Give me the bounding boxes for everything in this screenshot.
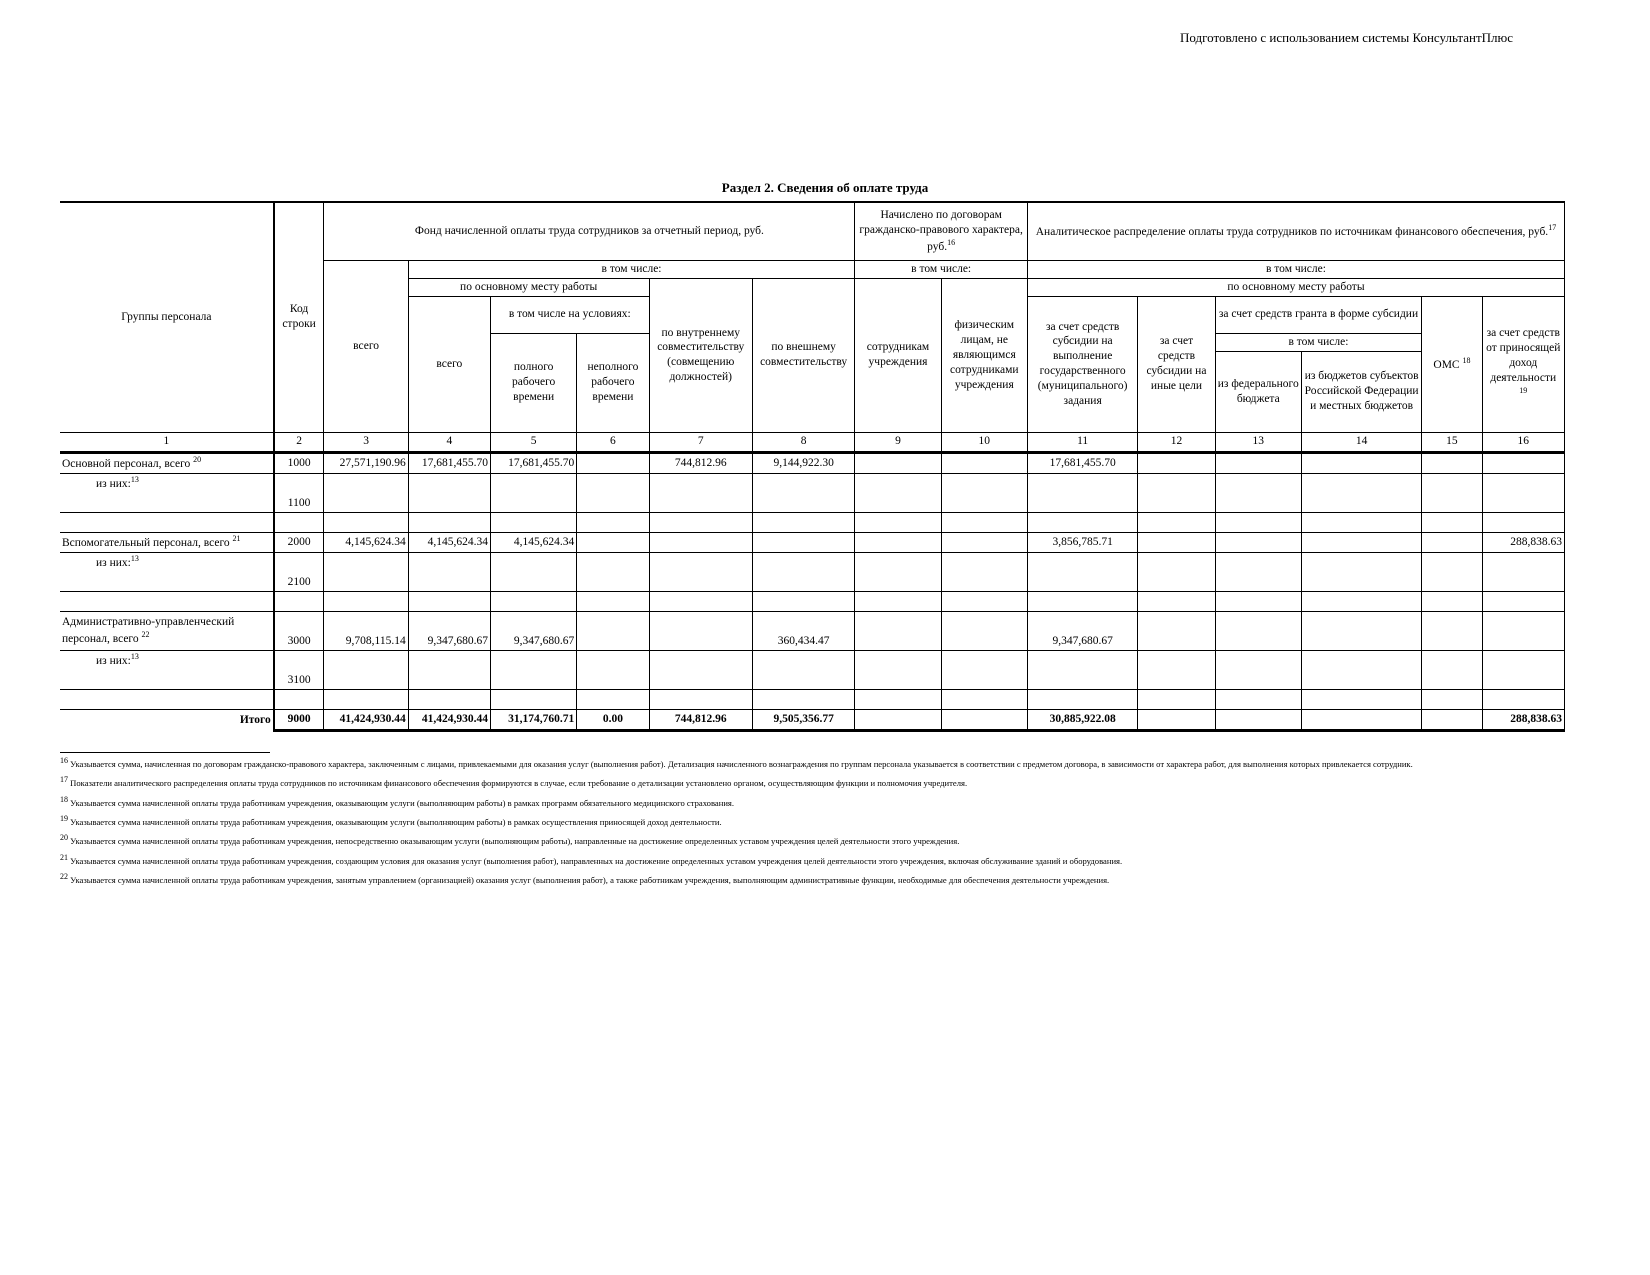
head-incl-cond: в том числе на условиях: [491, 296, 650, 333]
head-external: по внешнему совместительству [752, 278, 854, 432]
table-row [60, 591, 1565, 611]
table-row: из них:$^{13}$ 2100 [60, 552, 1565, 591]
footnote: $^{22}$ Указывается сумма начисленной оплаты труда работникам учреждения, занятым управлением (организацией) оказания услуг (выполнения работ), а также работникам учреждения, выполняющим административные функции, необходимые для обеспечения деятельности учреждения. [60, 871, 1110, 885]
head-total2: всего [408, 296, 490, 432]
head-employees: сотрудникам учреждения [855, 278, 941, 432]
colnums-row: 1 2 3 4 5 6 7 8 9 10 11 12 13 14 15 16 [60, 432, 1565, 452]
head-regional: из бюджетов субъектов Российской Федерации и местных бюджетов [1301, 351, 1421, 432]
head-individuals: физическим лицам, не являющимся сотрудниками учреждения [941, 278, 1027, 432]
head-income: за счет средств от приносящей доход деятельности $^{19}$ [1482, 296, 1564, 432]
head-main-place2: по основному месту работы [1027, 278, 1564, 296]
table-row: Вспомогательный персонал, всего $^{21}$ 2000 4,145,624.34 4,145,624.34 4,145,624.34 3,856,785.71 288,838.63 [60, 532, 1565, 552]
table-row [60, 689, 1565, 709]
head-subsidy-task: за счет средств субсидии на выполнение государственного (муниципального) задания [1027, 296, 1137, 432]
head-oms: ОМС $^{18}$ [1422, 296, 1482, 432]
head-incl: в том числе: [408, 261, 855, 279]
head-civil: Начислено по договорам гражданско-правового характера, руб.$^{16}$ [855, 202, 1028, 261]
head-analytic: Аналитическое распределение оплаты труда сотрудников по источникам финансового обеспечения, руб.$^{17}$ [1027, 202, 1564, 261]
footnote: $^{17}$ Показатели аналитического распределения оплаты труда сотрудников по источникам финансового обеспечения формируются в случае, если требование о детализации установлено органом, осуществляющим функции и полномочия учредителя. [60, 775, 968, 789]
footnote-divider [60, 752, 270, 753]
table-row: из них:$^{13}$ 3100 [60, 650, 1565, 689]
head-code: Код строки [274, 202, 324, 432]
head-full-time: полного рабочего времени [491, 333, 577, 432]
table-row [60, 512, 1565, 532]
head-part-time: неполного рабочего времени [577, 333, 649, 432]
wage-table [60, 201, 1565, 732]
head-main-place: по основному месту работы [408, 278, 649, 296]
footnote: $^{18}$ Указывается сумма начисленной оплаты труда работникам учреждения, оказывающим услуги (выполняющим работы) в рамках программ обязательного медицинского страхования. [60, 794, 735, 808]
head-fund: Фонд начисленной оплаты труда сотрудников за отчетный период, руб. [324, 202, 855, 261]
head-incl4: в том числе: [1215, 333, 1422, 351]
section-title: Раздел 2. Сведения об оплате труда [721, 180, 929, 195]
footnote: $^{21}$ Указывается сумма начисленной оплаты труда работникам учреждения, создающим условия для оказания услуг (выполнения работ), направленных на достижение определенных уставом учреждения целей деятельности этого учреждения, включая обслуживание зданий и оборудования. [60, 852, 1123, 866]
table-row: Административно-управленческий персонал, всего $^{22}$ 3000 9,708,115.14 9,347,680.67 9,347,680.67 360,434.47 9,347,680.67 [60, 611, 1565, 650]
head-incl3: в том числе: [1027, 261, 1564, 279]
table-row: из них:$^{13}$ 1100 [60, 473, 1565, 512]
footnote: $^{20}$ Указывается сумма начисленной оплаты труда работникам учреждения, непосредственно оказывающим услуги (выполняющим работы), направленные на достижение определенных уставом учреждения целей деятельности этого учреждения. [60, 833, 960, 847]
footnotes [60, 752, 1540, 890]
head-internal: по внутреннему совместительству (совмещению должностей) [649, 278, 752, 432]
head-federal: из федерального бюджета [1215, 351, 1301, 432]
head-groups: Группы персонала [60, 202, 274, 432]
table-row: Основной персонал, всего $^{20}$ 1000 27,571,190.96 17,681,455.70 17,681,455.70 744,812.96 9,144,922.30 17,681,455.70 [60, 452, 1565, 473]
head-total: всего [324, 261, 408, 433]
header-note: Подготовлено с использованием системы КонсультантПлюс [1179, 30, 1513, 45]
head-subsidy-other: за счет средств субсидии на иные цели [1138, 296, 1215, 432]
head-incl2: в том числе: [855, 261, 1028, 279]
total-row: Итого 9000 41,424,930.44 41,424,930.44 31,174,760.71 0.00 744,812.96 9,505,356.77 30,885,922.08 288,838.63 [60, 709, 1565, 730]
footnote: $^{16}$ Указывается сумма, начисленная по договорам гражданско-правового характера, заключенным с лицами, привлекаемыми для оказания услуг (выполнения работ). Детализация начисленного вознаграждения по группам персонала указывается в соответствии с предметом договора, в зависимости от характера работ, для выполнения которых привлекается сотрудник. [60, 756, 1413, 769]
footnote: $^{19}$ Указывается сумма начисленной оплаты труда работникам учреждения, оказывающим услуги (выполняющим работы) в рамках осуществления приносящей доход деятельности. [60, 813, 722, 827]
head-grant: за счет средств гранта в форме субсидии [1215, 296, 1422, 333]
